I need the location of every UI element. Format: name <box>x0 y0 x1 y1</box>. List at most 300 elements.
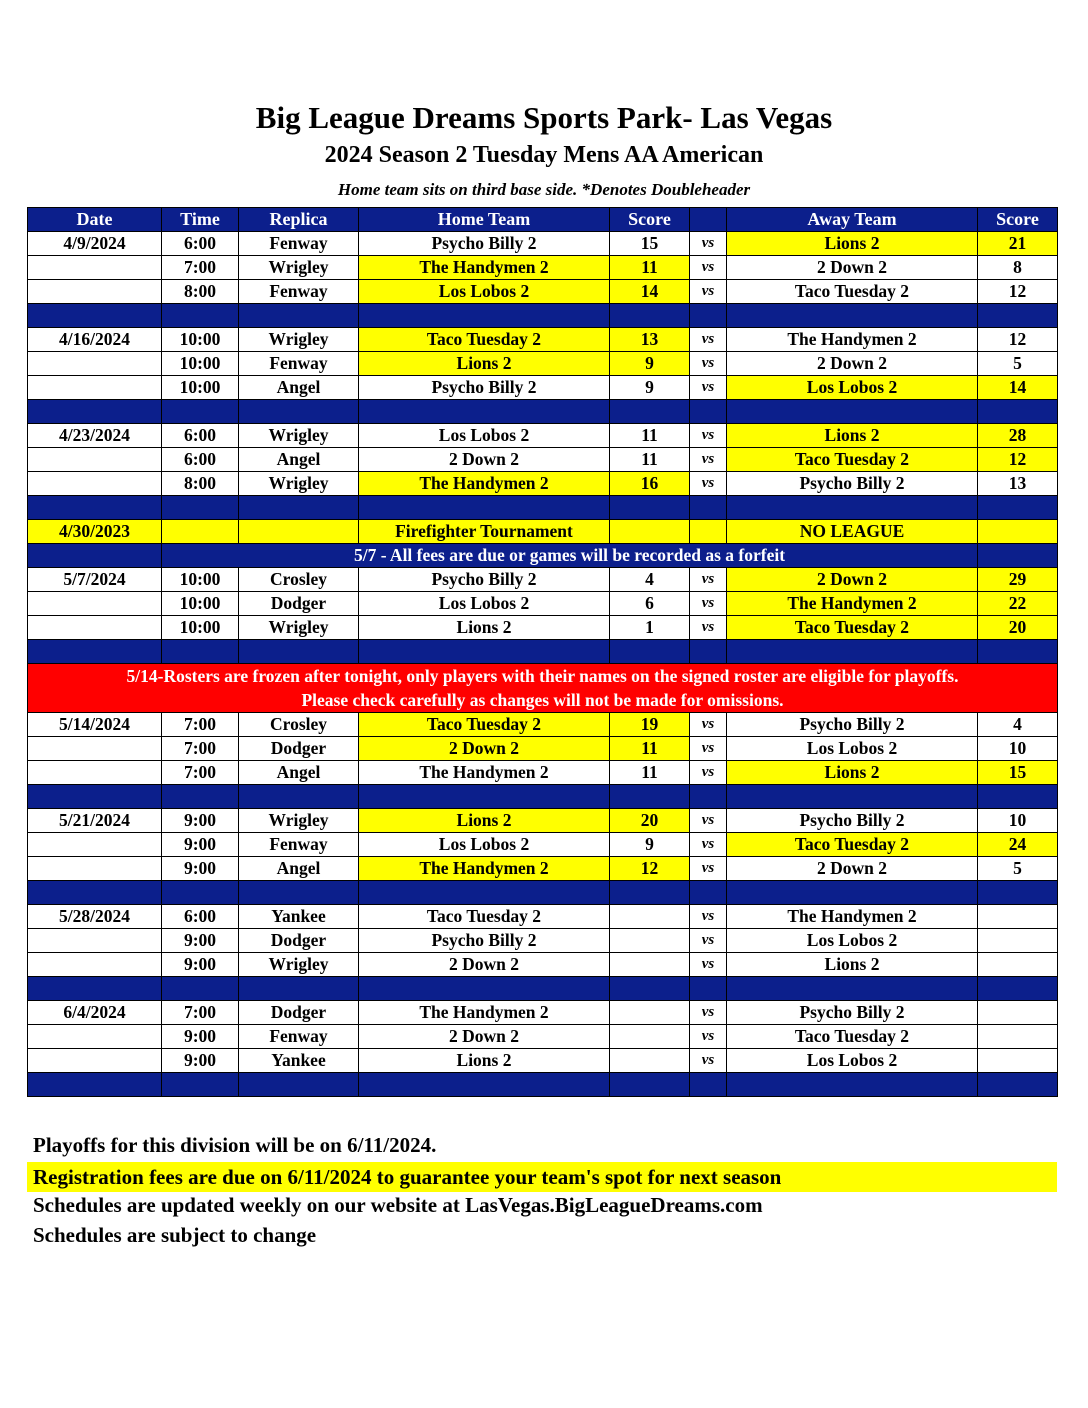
separator-cell <box>28 881 162 905</box>
game-row <box>28 809 1058 833</box>
vs-label: vs <box>690 328 727 352</box>
footer-subject-to-change: Schedules are subject to change <box>33 1223 317 1247</box>
footer-registration: Registration fees are due on 6/11/2024 to guarantee your team's spot for next season <box>27 1162 1057 1192</box>
event-score <box>610 520 690 544</box>
home-team: Los Lobos 2 <box>359 592 610 616</box>
game-row <box>28 761 1058 785</box>
event-vs <box>690 520 727 544</box>
away-team: Lions 2 <box>727 761 978 785</box>
home-score: 19 <box>610 713 690 737</box>
game-row <box>28 232 1058 256</box>
vs-label: vs <box>690 376 727 400</box>
footer-website: Schedules are updated weekly on our website at LasVegas.BigLeagueDreams.com <box>33 1193 763 1217</box>
home-team: Taco Tuesday 2 <box>359 328 610 352</box>
game-replica: Angel <box>239 761 359 785</box>
away-score <box>978 1025 1058 1049</box>
away-score: 10 <box>978 809 1058 833</box>
separator-row <box>28 400 1058 424</box>
separator-cell <box>162 304 239 328</box>
away-score: 8 <box>978 256 1058 280</box>
game-row <box>28 616 1058 640</box>
away-team: Psycho Billy 2 <box>727 1001 978 1025</box>
separator-cell <box>610 496 690 520</box>
away-team: Taco Tuesday 2 <box>727 616 978 640</box>
home-team: 2 Down 2 <box>359 737 610 761</box>
game-replica: Crosley <box>239 568 359 592</box>
home-score: 4 <box>610 568 690 592</box>
game-time: 7:00 <box>162 737 239 761</box>
home-team: Lions 2 <box>359 1049 610 1073</box>
separator-cell <box>359 881 610 905</box>
separator-cell <box>610 977 690 1001</box>
game-replica: Yankee <box>239 905 359 929</box>
game-replica: Wrigley <box>239 424 359 448</box>
home-team: Los Lobos 2 <box>359 280 610 304</box>
separator-cell <box>978 881 1058 905</box>
game-replica: Fenway <box>239 280 359 304</box>
separator-cell <box>239 977 359 1001</box>
separator-cell <box>727 785 978 809</box>
game-date <box>28 472 162 496</box>
game-row <box>28 448 1058 472</box>
away-score: 28 <box>978 424 1058 448</box>
col-header-date: Date <box>28 208 162 232</box>
away-team: Psycho Billy 2 <box>727 713 978 737</box>
game-date <box>28 376 162 400</box>
separator-cell <box>690 1073 727 1097</box>
game-replica: Dodger <box>239 1001 359 1025</box>
game-row <box>28 256 1058 280</box>
event-time <box>162 520 239 544</box>
game-date <box>28 280 162 304</box>
fees-notice: 5/7 - All fees are due or games will be recorded as a forfeit <box>162 544 978 568</box>
separator-cell <box>690 977 727 1001</box>
game-row <box>28 376 1058 400</box>
game-row <box>28 592 1058 616</box>
separator-cell <box>610 785 690 809</box>
separator-cell <box>978 496 1058 520</box>
separator-cell <box>239 496 359 520</box>
game-row <box>28 472 1058 496</box>
notice-row <box>28 544 1058 568</box>
away-score: 5 <box>978 352 1058 376</box>
game-replica: Dodger <box>239 737 359 761</box>
separator-cell <box>239 881 359 905</box>
game-replica: Wrigley <box>239 616 359 640</box>
game-replica: Dodger <box>239 929 359 953</box>
game-replica: Dodger <box>239 592 359 616</box>
game-replica: Angel <box>239 857 359 881</box>
game-date: 4/9/2024 <box>28 232 162 256</box>
separator-cell <box>239 785 359 809</box>
separator-cell <box>28 496 162 520</box>
game-replica: Fenway <box>239 232 359 256</box>
game-time: 10:00 <box>162 352 239 376</box>
separator-cell <box>359 1073 610 1097</box>
vs-label: vs <box>690 232 727 256</box>
separator-cell <box>978 640 1058 664</box>
col-header-vs <box>690 208 727 232</box>
game-date <box>28 761 162 785</box>
separator-cell <box>359 640 610 664</box>
home-score <box>610 905 690 929</box>
separator-cell <box>690 304 727 328</box>
home-team: The Handymen 2 <box>359 256 610 280</box>
game-date <box>28 857 162 881</box>
separator-cell <box>28 640 162 664</box>
home-team: Psycho Billy 2 <box>359 929 610 953</box>
away-team: 2 Down 2 <box>727 568 978 592</box>
col-header-away-score: Score <box>978 208 1058 232</box>
separator-cell <box>162 400 239 424</box>
away-score: 29 <box>978 568 1058 592</box>
vs-label: vs <box>690 448 727 472</box>
vs-label: vs <box>690 616 727 640</box>
away-team: Los Lobos 2 <box>727 929 978 953</box>
home-team: Lions 2 <box>359 352 610 376</box>
game-row <box>28 1049 1058 1073</box>
roster-alert-line-2: Please check carefully as changes will not be made for omissions. <box>301 690 784 710</box>
away-score: 12 <box>978 280 1058 304</box>
away-team: The Handymen 2 <box>727 905 978 929</box>
game-row <box>28 857 1058 881</box>
separator-cell <box>727 400 978 424</box>
game-row <box>28 713 1058 737</box>
home-score: 11 <box>610 256 690 280</box>
page-title: Big League Dreams Sports Park- Las Vegas <box>255 100 833 135</box>
separator-cell <box>359 400 610 424</box>
game-date <box>28 737 162 761</box>
vs-label: vs <box>690 568 727 592</box>
vs-label: vs <box>690 929 727 953</box>
game-time: 9:00 <box>162 953 239 977</box>
home-score: 9 <box>610 352 690 376</box>
game-date: 5/28/2024 <box>28 905 162 929</box>
header-row <box>28 208 1058 232</box>
game-date: 6/4/2024 <box>28 1001 162 1025</box>
game-replica: Wrigley <box>239 328 359 352</box>
game-time: 10:00 <box>162 616 239 640</box>
game-row <box>28 905 1058 929</box>
home-score <box>610 1001 690 1025</box>
game-time: 7:00 <box>162 1001 239 1025</box>
home-score <box>610 1025 690 1049</box>
separator-cell <box>28 977 162 1001</box>
game-row <box>28 953 1058 977</box>
schedule-body <box>28 232 1058 1097</box>
vs-label: vs <box>690 761 727 785</box>
home-score: 12 <box>610 857 690 881</box>
game-time: 10:00 <box>162 376 239 400</box>
home-team: 2 Down 2 <box>359 448 610 472</box>
game-time: 6:00 <box>162 905 239 929</box>
home-team: Taco Tuesday 2 <box>359 713 610 737</box>
game-date <box>28 1025 162 1049</box>
separator-row <box>28 881 1058 905</box>
separator-cell <box>978 400 1058 424</box>
away-team: Psycho Billy 2 <box>727 472 978 496</box>
away-team: The Handymen 2 <box>727 592 978 616</box>
vs-label: vs <box>690 857 727 881</box>
separator-cell <box>359 304 610 328</box>
event-away-score <box>978 520 1058 544</box>
home-team: Los Lobos 2 <box>359 424 610 448</box>
away-score <box>978 1049 1058 1073</box>
event-date: 4/30/2023 <box>28 520 162 544</box>
vs-label: vs <box>690 713 727 737</box>
game-time: 8:00 <box>162 280 239 304</box>
schedule-table <box>27 207 1058 1097</box>
separator-cell <box>690 496 727 520</box>
home-score <box>610 1049 690 1073</box>
game-time: 9:00 <box>162 1049 239 1073</box>
separator-row <box>28 496 1058 520</box>
game-date: 5/14/2024 <box>28 713 162 737</box>
notice-blank <box>28 544 162 568</box>
game-time: 7:00 <box>162 761 239 785</box>
away-score: 4 <box>978 713 1058 737</box>
col-header-away-team: Away Team <box>727 208 978 232</box>
separator-cell <box>162 881 239 905</box>
game-date: 5/7/2024 <box>28 568 162 592</box>
game-row <box>28 833 1058 857</box>
roster-alert-line-1: 5/14-Rosters are frozen after tonight, only players with their names on the signed roster are eligible for playoffs. <box>126 666 959 686</box>
home-score: 9 <box>610 376 690 400</box>
away-score: 22 <box>978 592 1058 616</box>
vs-label: vs <box>690 592 727 616</box>
home-score: 20 <box>610 809 690 833</box>
away-team: Lions 2 <box>727 232 978 256</box>
game-time: 8:00 <box>162 472 239 496</box>
home-score: 13 <box>610 328 690 352</box>
separator-row <box>28 304 1058 328</box>
game-date <box>28 953 162 977</box>
notice-blank <box>978 544 1058 568</box>
away-score: 15 <box>978 761 1058 785</box>
separator-cell <box>727 640 978 664</box>
away-score <box>978 929 1058 953</box>
home-score <box>610 929 690 953</box>
separator-cell <box>28 785 162 809</box>
separator-cell <box>610 1073 690 1097</box>
vs-label: vs <box>690 905 727 929</box>
game-row <box>28 352 1058 376</box>
home-score: 16 <box>610 472 690 496</box>
away-score: 13 <box>978 472 1058 496</box>
game-time: 9:00 <box>162 1025 239 1049</box>
home-team: The Handymen 2 <box>359 761 610 785</box>
home-score: 15 <box>610 232 690 256</box>
game-time: 9:00 <box>162 833 239 857</box>
game-date <box>28 592 162 616</box>
game-date <box>28 352 162 376</box>
game-time: 10:00 <box>162 592 239 616</box>
game-replica: Wrigley <box>239 256 359 280</box>
game-row <box>28 737 1058 761</box>
away-team: 2 Down 2 <box>727 256 978 280</box>
away-team: Taco Tuesday 2 <box>727 280 978 304</box>
col-header-home-team: Home Team <box>359 208 610 232</box>
home-team: 2 Down 2 <box>359 1025 610 1049</box>
separator-row <box>28 785 1058 809</box>
vs-label: vs <box>690 1001 727 1025</box>
roster-alert-row <box>28 664 1058 713</box>
home-team: The Handymen 2 <box>359 472 610 496</box>
away-score <box>978 905 1058 929</box>
game-date <box>28 1049 162 1073</box>
separator-cell <box>690 640 727 664</box>
away-score: 14 <box>978 376 1058 400</box>
away-team: Taco Tuesday 2 <box>727 448 978 472</box>
away-team: The Handymen 2 <box>727 328 978 352</box>
away-score <box>978 953 1058 977</box>
game-replica: Crosley <box>239 713 359 737</box>
vs-label: vs <box>690 472 727 496</box>
event-note: NO LEAGUE <box>727 520 978 544</box>
game-date: 4/16/2024 <box>28 328 162 352</box>
col-header-time: Time <box>162 208 239 232</box>
away-team: 2 Down 2 <box>727 857 978 881</box>
game-row <box>28 328 1058 352</box>
away-team: Los Lobos 2 <box>727 1049 978 1073</box>
game-date <box>28 448 162 472</box>
game-row <box>28 929 1058 953</box>
event-row <box>28 520 1058 544</box>
game-replica: Wrigley <box>239 472 359 496</box>
game-replica: Yankee <box>239 1049 359 1073</box>
home-team: Psycho Billy 2 <box>359 232 610 256</box>
page-subtitle: 2024 Season 2 Tuesday Mens AA American <box>324 142 764 168</box>
game-time: 10:00 <box>162 568 239 592</box>
game-row <box>28 424 1058 448</box>
col-header-replica: Replica <box>239 208 359 232</box>
game-time: 7:00 <box>162 713 239 737</box>
home-team: The Handymen 2 <box>359 1001 610 1025</box>
separator-cell <box>610 881 690 905</box>
away-team: Los Lobos 2 <box>727 737 978 761</box>
separator-cell <box>727 977 978 1001</box>
separator-cell <box>978 977 1058 1001</box>
game-time: 6:00 <box>162 448 239 472</box>
home-score: 1 <box>610 616 690 640</box>
separator-cell <box>359 496 610 520</box>
page-note: Home team sits on third base side. *Denotes Doubleheader <box>337 180 751 199</box>
home-score: 11 <box>610 737 690 761</box>
roster-alert <box>28 664 1058 713</box>
separator-row <box>28 977 1058 1001</box>
separator-cell <box>28 400 162 424</box>
separator-cell <box>28 1073 162 1097</box>
game-time: 6:00 <box>162 424 239 448</box>
away-team: Taco Tuesday 2 <box>727 1025 978 1049</box>
home-score <box>610 953 690 977</box>
home-team: Psycho Billy 2 <box>359 568 610 592</box>
away-score: 12 <box>978 328 1058 352</box>
away-team: Lions 2 <box>727 953 978 977</box>
separator-cell <box>978 785 1058 809</box>
separator-cell <box>162 1073 239 1097</box>
game-time: 9:00 <box>162 857 239 881</box>
home-score: 6 <box>610 592 690 616</box>
vs-label: vs <box>690 1049 727 1073</box>
separator-cell <box>162 640 239 664</box>
vs-label: vs <box>690 1025 727 1049</box>
vs-label: vs <box>690 833 727 857</box>
separator-cell <box>162 785 239 809</box>
home-team: Lions 2 <box>359 616 610 640</box>
separator-cell <box>239 400 359 424</box>
away-team: Los Lobos 2 <box>727 376 978 400</box>
vs-label: vs <box>690 737 727 761</box>
col-header-home-score: Score <box>610 208 690 232</box>
home-score: 11 <box>610 448 690 472</box>
away-team: Lions 2 <box>727 424 978 448</box>
separator-cell <box>359 977 610 1001</box>
game-replica: Fenway <box>239 1025 359 1049</box>
separator-cell <box>162 496 239 520</box>
game-replica: Wrigley <box>239 953 359 977</box>
home-team: Taco Tuesday 2 <box>359 905 610 929</box>
away-team: Taco Tuesday 2 <box>727 833 978 857</box>
separator-cell <box>162 977 239 1001</box>
game-date <box>28 833 162 857</box>
game-time: 9:00 <box>162 929 239 953</box>
separator-cell <box>690 785 727 809</box>
vs-label: vs <box>690 809 727 833</box>
home-score: 11 <box>610 761 690 785</box>
game-row <box>28 1025 1058 1049</box>
game-time: 6:00 <box>162 232 239 256</box>
home-team: The Handymen 2 <box>359 857 610 881</box>
away-team: Psycho Billy 2 <box>727 809 978 833</box>
away-score: 24 <box>978 833 1058 857</box>
separator-cell <box>727 496 978 520</box>
game-replica: Fenway <box>239 833 359 857</box>
home-team: Psycho Billy 2 <box>359 376 610 400</box>
separator-cell <box>239 640 359 664</box>
game-row <box>28 1001 1058 1025</box>
game-row <box>28 280 1058 304</box>
home-score: 14 <box>610 280 690 304</box>
separator-row <box>28 1073 1058 1097</box>
game-time: 10:00 <box>162 328 239 352</box>
game-time: 9:00 <box>162 809 239 833</box>
separator-cell <box>727 881 978 905</box>
game-replica: Angel <box>239 376 359 400</box>
game-replica: Wrigley <box>239 809 359 833</box>
vs-label: vs <box>690 424 727 448</box>
game-replica: Angel <box>239 448 359 472</box>
footer-playoffs: Playoffs for this division will be on 6/11/2024. <box>33 1133 437 1157</box>
home-score: 11 <box>610 424 690 448</box>
separator-cell <box>610 304 690 328</box>
game-date <box>28 929 162 953</box>
game-time: 7:00 <box>162 256 239 280</box>
game-row <box>28 568 1058 592</box>
away-score: 20 <box>978 616 1058 640</box>
home-team: Lions 2 <box>359 809 610 833</box>
separator-cell <box>690 400 727 424</box>
home-team: Los Lobos 2 <box>359 833 610 857</box>
separator-cell <box>610 400 690 424</box>
separator-cell <box>978 304 1058 328</box>
separator-cell <box>978 1073 1058 1097</box>
game-date <box>28 616 162 640</box>
event-name: Firefighter Tournament <box>359 520 610 544</box>
separator-cell <box>727 304 978 328</box>
separator-cell <box>690 881 727 905</box>
away-score: 21 <box>978 232 1058 256</box>
